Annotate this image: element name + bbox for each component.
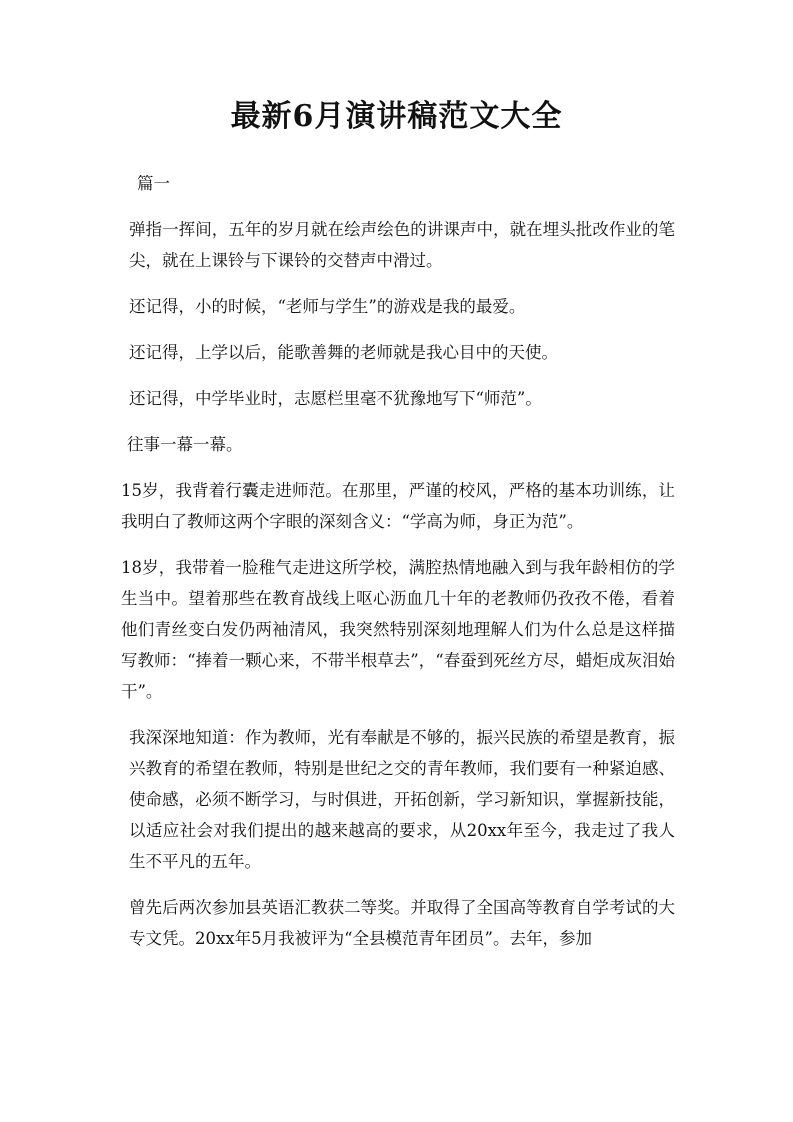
paragraph: 还记得，小的时候，“老师与学生”的游戏是我的最爱。 xyxy=(129,297,526,316)
paragraph: 还记得，上学以后，能歌善舞的老师就是我心目中的天使。 xyxy=(129,343,558,362)
document-title: 最新6月演讲稿范文大全 xyxy=(230,99,563,134)
paragraph: 我深深地知道：作为教师，光有奉献是不够的，振兴民族的希望是教育，振兴教育的希望在教师，特别是世纪之交的青年教师，我们要有一种紧迫感、使命感，必须不断学习，与时俱进，开拓创新，学习新知识，掌握新技能，以适应社会对我们提出的越来越高的要求，从20xx年至今，我走过了我人生不平凡的五年。 xyxy=(129,728,675,871)
paragraph: 弹指一挥间，五年的岁月就在绘声绘色的讲课声中，就在埋头批改作业的笔尖，就在上课铃与下课铃的交替声中滑过。 xyxy=(129,220,675,270)
paragraph: 曾先后两次参加县英语汇教获二等奖。并取得了全国高等教育自学考试的大专文凭。20xx年5月我被评为“全县模范青年团员”。去年，参加 xyxy=(129,898,675,948)
paragraph: 15岁，我背着行囊走进师范。在那里，严谨的校风，严格的基本功训练，让我明白了教师这两个字眼的深刻含义：“学高为师，身正为范”。 xyxy=(121,481,675,531)
paragraph: 18岁，我带着一脸稚气走进这所学校，满腔热情地融入到与我年龄相仿的学生当中。望着那些在教育战线上呕心沥血几十年的老教师仍孜孜不倦，看着他们青丝变白发仍两袖清风，我突然特别深刻地理解人们为什么总是这样描写教师：“捧着一颗心来，不带半根草去”，“春蚕到死丝方尽，蜡炬成灰泪始干”。 xyxy=(121,558,675,701)
paragraph: 还记得，中学毕业时，志愿栏里毫不犹豫地写下“师范”。 xyxy=(129,389,542,408)
paragraph: 往事一幕一幕。 xyxy=(127,435,243,454)
document-body xyxy=(119,168,675,969)
paragraph-section-heading: 篇一 xyxy=(137,174,170,193)
